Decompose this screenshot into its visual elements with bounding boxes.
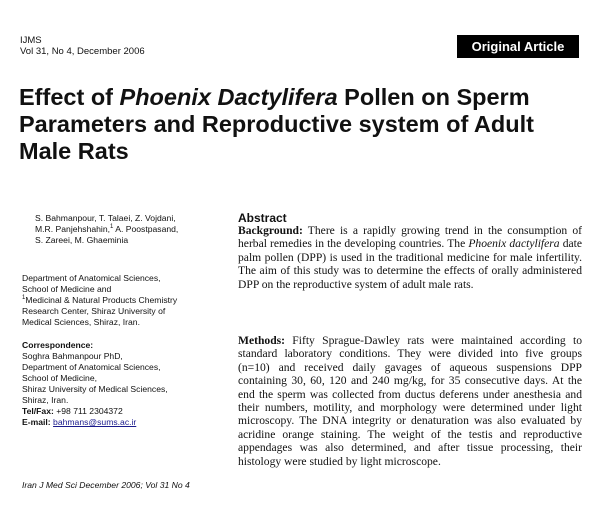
- citation-line: Iran J Med Sci December 2006; Vol 31 No 4: [22, 480, 190, 490]
- correspondence-label: Correspondence:: [22, 340, 94, 350]
- title-italic: Phoenix Dactylifera: [119, 84, 338, 110]
- email-link[interactable]: bahmans@sums.ac.ir: [53, 417, 137, 427]
- abstract-methods: Methods: Fifty Sprague-Dawley rats were maintained according to standard laboratory conditions. They were divided into five groups (n=10) and received daily gavages of aqueous suspensions DPP containing 30, 60, 120 and 240 mg/kg, for 35 consecutive days. At the end the sperm was collected from ductus deferens under anesthesia and their numbers, motility, and morphology were determined under light microscopy. The DNA integrity or denaturation was also evaluated by acridine orange staining. The weight of the testis and reproductive appendages was also determined, and after tissue processing, their histology were studied by light microscope.: [238, 334, 582, 468]
- journal-header: [20, 35, 145, 57]
- abstract-heading: Abstract: [238, 211, 287, 225]
- correspondence-block: [22, 340, 237, 428]
- methods-label: Methods:: [238, 334, 286, 347]
- corr-name: Soghra Bahmanpour PhD,: [22, 351, 123, 361]
- author-line: S. Zareei, M. Ghaeminia: [35, 235, 129, 245]
- author-line: M.R. Panjehshahin,$^1$ A. Poostpasand,: [35, 224, 179, 234]
- tel-label: Tel/Fax:: [22, 406, 54, 416]
- journal-name: IJMS: [20, 35, 42, 46]
- author-list: [35, 213, 230, 246]
- author-line: S. Bahmanpour, T. Talaei, Z. Vojdani,: [35, 213, 176, 223]
- tel-value: +98 711 2304372: [53, 406, 123, 416]
- corr-school: School of Medicine,: [22, 373, 97, 383]
- affiliation: Department of Anatomical Sciences, School of Medicine and $^1$Medicinal & Natural Products Chemistry Research Center, Shiraz University of Medical Sciences, Shiraz, Iran.: [22, 273, 178, 327]
- journal-issue: Vol 31, No 4, December 2006: [20, 46, 145, 57]
- corr-city: Shiraz, Iran.: [22, 395, 69, 405]
- article-type-badge: Original Article: [457, 35, 579, 58]
- background-label: Background:: [238, 224, 303, 237]
- email-label: E-mail:: [22, 417, 51, 427]
- abstract-background: Background: There is a rapidly growing trend in the consumption of herbal remedies in the developing countries. The Phoenix dactylifera date palm pollen (DPP) is used in the traditional medicine for male infertility. The aim of this study was to determine the effects of orally administered DPP on the reproductive system of adult male rats.: [238, 224, 583, 291]
- corr-dept: Department of Anatomical Sciences,: [22, 362, 161, 372]
- title-part2: Pollen on Sperm Parameters and Reproductive system of Adult Male Rats: [19, 84, 534, 164]
- corr-univ: Shiraz University of Medical Sciences,: [22, 384, 168, 394]
- title-part1: Effect of: [19, 84, 120, 110]
- article-title: [19, 84, 589, 165]
